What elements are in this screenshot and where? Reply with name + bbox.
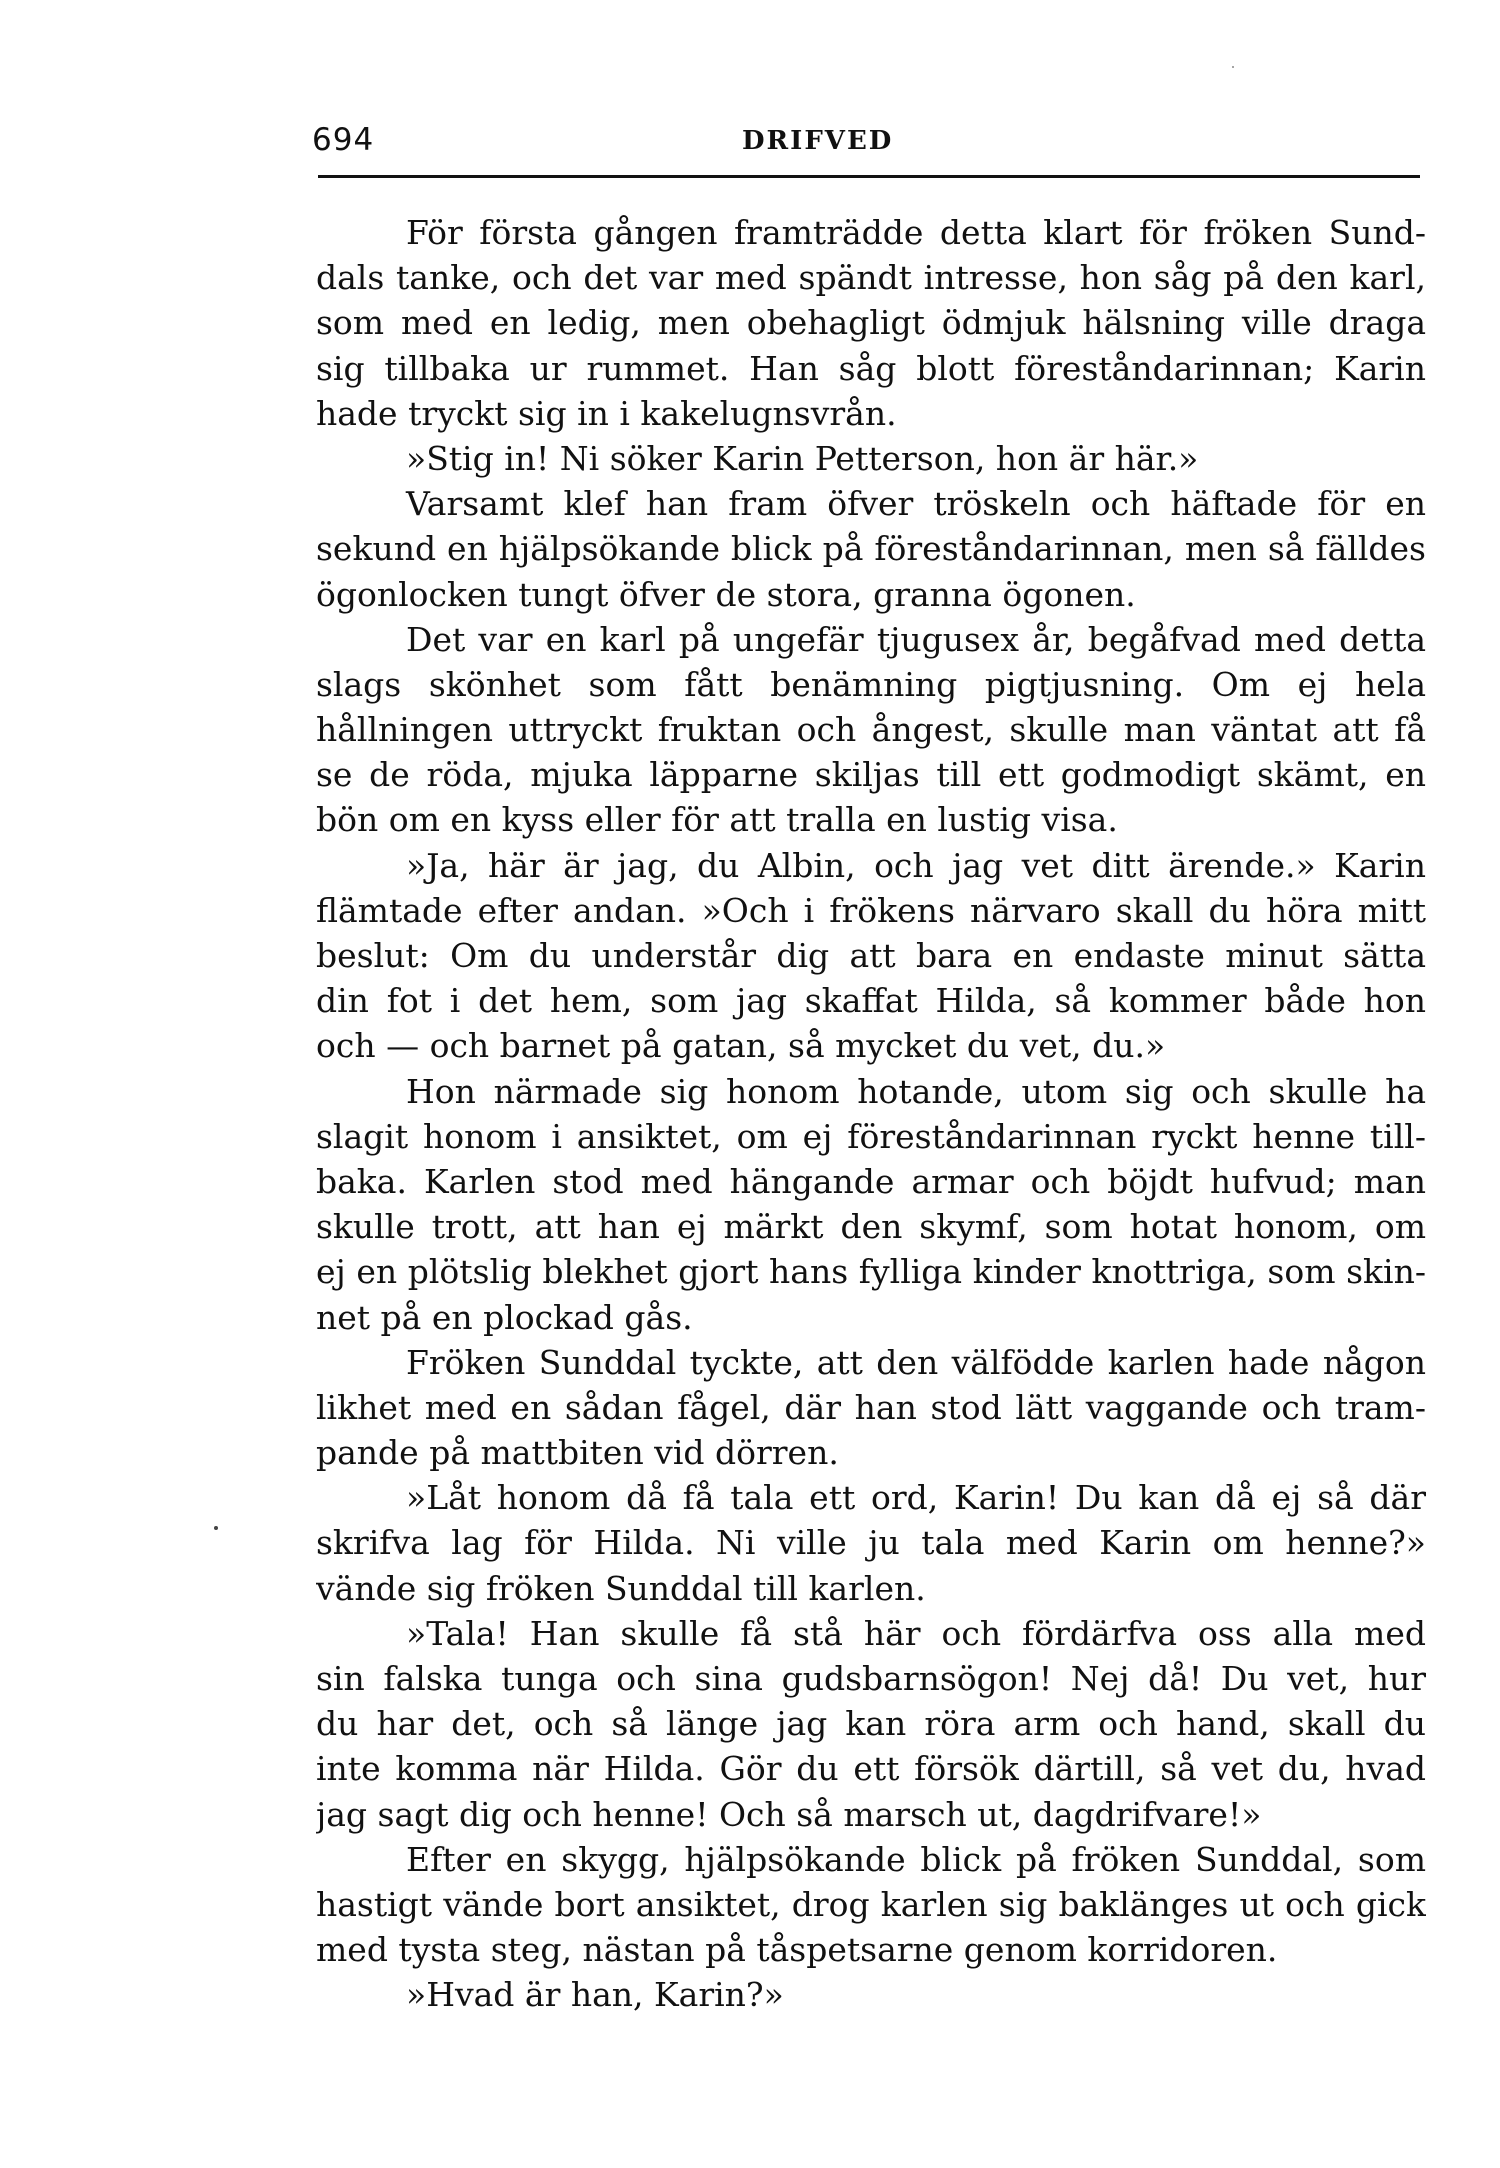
text-line: net på en plockad gås. <box>316 1297 693 1337</box>
page-header <box>312 122 1417 172</box>
text-line: baka. Karlen stod med hängande armar och böjdt hufvud; man <box>316 1161 1426 1201</box>
print-speck <box>1232 66 1234 68</box>
text-line: Hon närmade sig honom hotande, utom sig och skulle ha <box>406 1071 1426 1111</box>
text-line: skulle trott, att han ej märkt den skymf, som hotat honom, om <box>316 1207 1426 1247</box>
text-line: som med en ledig, men obehagligt ödmjuk hälsning ville draga <box>316 303 1426 343</box>
text-line: du har det, och så länge jag kan röra arm och hand, skall du <box>316 1704 1426 1744</box>
text-line: jag sagt dig och henne! Och så marsch ut, dagdrifvare!» <box>316 1794 1262 1834</box>
text-line: hastigt vände bort ansiktet, drog karlen sig baklänges ut och gick <box>316 1884 1426 1924</box>
body-text <box>316 210 1426 2018</box>
text-line: »Stig in! Ni söker Karin Petterson, hon är här.» <box>406 438 1199 478</box>
text-line: sig tillbaka ur rummet. Han såg blott föreståndarinnan; Karin <box>316 348 1426 388</box>
text-line: slags skönhet som fått benämning pigtjusning. Om ej hela <box>316 664 1426 704</box>
text-line: För första gången framträdde detta klart för fröken Sund- <box>406 213 1426 252</box>
text-line: Fröken Sunddal tyckte, att den välfödde karlen hade någon <box>406 1342 1426 1382</box>
text-line: beslut: Om du understår dig att bara en endaste minut sätta <box>316 936 1426 975</box>
page-number: 694 <box>312 122 375 158</box>
print-speck <box>214 1526 218 1530</box>
text-line: bön om en kyss eller för att tralla en lustig visa. <box>316 800 1118 840</box>
text-line: med tysta steg, nästan på tåspetsarne genom korridoren. <box>316 1930 1278 1970</box>
text-line: din fot i det hem, som jag skaffat Hilda, så kommer både hon <box>316 981 1426 1021</box>
text-line: »Ja, här är jag, du Albin, och jag vet ditt ärende.» Karin <box>406 845 1426 885</box>
text-line: hållningen uttryckt fruktan och ångest, skulle man väntat att få <box>316 710 1426 750</box>
text-line: pande på mattbiten vid dörren. <box>316 1433 839 1473</box>
text-line: ögonlocken tungt öfver de stora, granna ögonen. <box>316 574 1136 614</box>
text-line: vände sig fröken Sunddal till karlen. <box>316 1568 926 1608</box>
text-line: »Låt honom då få tala ett ord, Karin! Du kan då ej så där <box>406 1478 1426 1518</box>
text-line: Varsamt klef han fram öfver tröskeln och häftade för en <box>406 484 1426 524</box>
running-head: DRIFVED <box>742 126 894 156</box>
text-line: inte komma när Hilda. Gör du ett försök därtill, så vet du, hvad <box>316 1749 1426 1789</box>
text-line: »Tala! Han skulle få stå här och fördärfva oss alla med <box>406 1613 1426 1653</box>
text-line: skrifva lag för Hilda. Ni ville ju tala med Karin om henne?» <box>316 1523 1426 1563</box>
text-line: Efter en skygg, hjälpsökande blick på fröken Sunddal, som <box>406 1839 1426 1879</box>
text-line: slagit honom i ansiktet, om ej föreståndarinnan ryckt henne till- <box>316 1116 1426 1156</box>
text-line: och — och barnet på gatan, så mycket du vet, du.» <box>316 1026 1166 1066</box>
text-line: dals tanke, och det var med spändt intresse, hon såg på den karl, <box>316 258 1426 298</box>
text-line: flämtade efter andan. »Och i frökens närvaro skall du höra mitt <box>316 890 1426 930</box>
text-line: Det var en karl på ungefär tjugusex år, begåfvad med detta <box>406 619 1426 659</box>
text-line: »Hvad är han, Karin?» <box>406 1975 784 2015</box>
header-rule <box>318 175 1420 178</box>
text-line: sin falska tunga och sina gudsbarnsögon! Nej då! Du vet, hur <box>316 1659 1426 1698</box>
text-line: sekund en hjälpsökande blick på föreståndarinnan, men så fälldes <box>316 529 1426 569</box>
text-line: hade tryckt sig in i kakelugnsvrån. <box>316 393 897 433</box>
text-line: ej en plötslig blekhet gjort hans fylliga kinder knottriga, som skin- <box>316 1252 1426 1292</box>
text-line: likhet med en sådan fågel, där han stod lätt vaggande och tram- <box>316 1387 1426 1427</box>
text-line: se de röda, mjuka läpparne skiljas till ett godmodigt skämt, en <box>316 755 1426 795</box>
